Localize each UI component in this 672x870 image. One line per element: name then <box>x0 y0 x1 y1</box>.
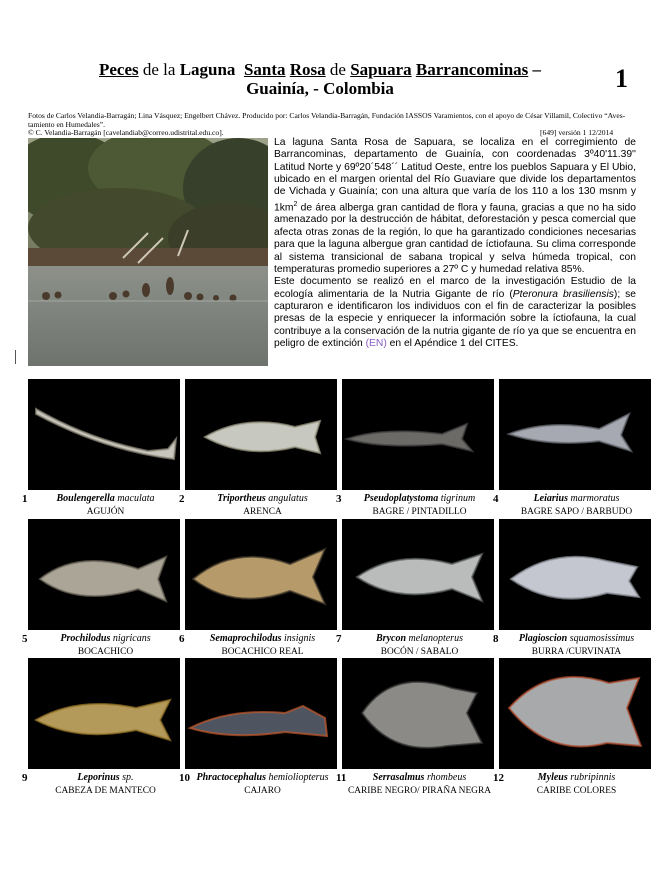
species-card <box>22 379 183 518</box>
common-name: ARENCA <box>243 507 282 517</box>
species-caption <box>336 633 497 647</box>
scientific-name <box>499 633 654 644</box>
species-card <box>493 658 654 797</box>
species-number: 6 <box>179 633 185 645</box>
genus-name: Pseudoplatystoma <box>363 493 439 504</box>
text-run: ); se capturaron e identificaron los individuos con el fin de caracterizar la posibles presas de la especie y enriquecer la información sobre la íctiofauna, la cual contribuye a la conservación de la nutria gigante de río ya que se encuentra en peligro de extinción <box>274 288 637 349</box>
scientific-name <box>342 633 497 644</box>
scientific-name <box>342 493 497 504</box>
fish-photo <box>185 519 337 630</box>
title-word: de <box>325 60 351 79</box>
species-epithet: marmoratus <box>568 493 620 504</box>
fish-photo <box>28 379 180 490</box>
genus-name: Serrasalmus <box>372 772 425 783</box>
species-caption <box>336 772 497 786</box>
species-epithet: nigricans <box>110 633 151 644</box>
genus-name: Leiarius <box>533 493 569 504</box>
fish-photo <box>185 379 337 490</box>
species-name: Pteronura brasiliensis <box>512 288 614 300</box>
species-number: 9 <box>22 772 28 784</box>
title-word: Laguna <box>179 60 236 79</box>
species-card <box>179 519 340 658</box>
title-line-1 <box>60 60 580 79</box>
fish-photo <box>342 519 494 630</box>
intro-paragraph-2 <box>274 276 636 350</box>
superscript: 2 <box>293 200 298 208</box>
species-number: 5 <box>22 633 28 645</box>
common-name: BAGRE SAPO / BARBUDO <box>520 507 633 517</box>
species-number: 4 <box>493 493 499 505</box>
title-word: de la <box>138 60 180 79</box>
common-name: CAJARO <box>244 786 281 796</box>
common-name: BURRA /CURVINATA <box>531 647 622 657</box>
species-number: 8 <box>493 633 499 645</box>
text-run: en el Apéndice 1 del CITES. <box>386 337 519 349</box>
species-caption <box>179 633 340 647</box>
genus-name: Phractocephalus <box>196 772 266 783</box>
margin-mark <box>15 350 16 364</box>
title-line-2: Guainía, - Colombia <box>246 79 394 98</box>
species-caption <box>22 493 183 507</box>
species-number: 2 <box>179 493 185 505</box>
genus-name: Myleus <box>537 772 568 783</box>
species-caption <box>336 493 497 507</box>
species-card <box>22 658 183 797</box>
species-card <box>493 379 654 518</box>
species-epithet: hemioliopterus <box>265 772 329 783</box>
species-caption <box>493 493 654 507</box>
species-number: 12 <box>493 772 504 784</box>
common-name: BOCACHICO REAL <box>221 647 304 657</box>
genus-name: Brycon <box>376 633 407 644</box>
species-caption <box>22 633 183 647</box>
fish-photo <box>28 519 180 630</box>
common-name: CARIBE NEGRO/ PIRAÑA NEGRA <box>348 786 491 796</box>
title-word: Sapuara <box>350 60 412 79</box>
title-word: Barrancominas <box>415 60 529 79</box>
scientific-name <box>499 772 654 783</box>
species-number: 11 <box>336 772 347 784</box>
genus-name: Prochilodus <box>60 633 111 644</box>
common-name: BOCÓN / SABALO <box>380 647 459 657</box>
species-card <box>336 658 497 797</box>
scientific-name <box>185 493 340 504</box>
text-run: La laguna Santa Rosa de Sapuara, se localiza en el corregimiento de Barrancominas, departamento de Guainía, con coordenadas 3º40'11.39'' Latitud Norte y 69º20´548´´ Latitud Oeste, entre los pueblos Sapuara y El Ubio, ubicado en el margen oriental del Río Guaviare que divide los departamentos de Vichada y Guainía; con una altura que varía de los 110 a los 130 msnm y 1km <box>274 137 636 214</box>
common-name: CABEZA DE MANTECO <box>55 786 156 796</box>
fish-photo <box>342 379 494 490</box>
fish-photo <box>185 658 337 769</box>
fish-photo <box>499 379 651 490</box>
species-epithet: rhombeus <box>424 772 467 783</box>
species-epithet: squamosissimus <box>567 633 635 644</box>
copyright-line: © C. Velandia-Barragán [cavelandiab@correo.udistrital.edu.co]. <box>28 128 224 137</box>
species-epithet: melanopterus <box>406 633 463 644</box>
species-caption <box>179 493 340 507</box>
genus-name: Semaprochilodus <box>209 633 282 644</box>
species-number: 3 <box>336 493 342 505</box>
genus-name: Leporinus <box>77 772 120 783</box>
intro-paragraph-1 <box>274 137 636 276</box>
lagoon-photo <box>28 138 268 366</box>
fish-photo <box>28 658 180 769</box>
text-run: Este documento se realizó en el marco de la investigación Estudio de la ecología alimentaria de la Nutria Gigante de río ( <box>274 276 636 300</box>
species-epithet: maculata <box>114 493 155 504</box>
species-card <box>336 519 497 658</box>
title-word: – <box>528 60 542 79</box>
species-number: 10 <box>179 772 190 784</box>
species-epithet: insignis <box>281 633 316 644</box>
species-epithet: rubripinnis <box>567 772 616 783</box>
scientific-name <box>185 633 340 644</box>
species-epithet: angulatus <box>265 493 308 504</box>
species-card <box>22 519 183 658</box>
species-card <box>336 379 497 518</box>
title-word: Peces <box>98 60 139 79</box>
species-card <box>179 658 340 797</box>
species-epithet: sp. <box>119 772 134 783</box>
species-number: 7 <box>336 633 342 645</box>
scientific-name <box>28 493 183 504</box>
photo-credits: Fotos de Carlos Velandia-Barragán; Lina Vásquez; Engelbert Chávez. Producido por: Carlos Velandia-Barragán, Fundación IASSOS Varamientos, con el apoyo de César Villamil, Colectivo “Aves-tamiento en Humedales”. <box>28 111 626 129</box>
common-name: AGUJÓN <box>86 507 125 517</box>
scientific-name <box>499 493 654 504</box>
page-title <box>60 60 580 98</box>
species-epithet: tigrinum <box>438 493 476 504</box>
scientific-name <box>185 772 340 783</box>
genus-name: Boulengerella <box>56 493 115 504</box>
document-info: [649] versión 1 12/2014 <box>540 128 614 137</box>
species-number: 1 <box>22 493 28 505</box>
title-word: Santa <box>243 60 286 79</box>
species-caption <box>179 772 340 786</box>
common-name: CARIBE COLORES <box>536 786 617 796</box>
species-caption <box>493 633 654 647</box>
text-run: de área alberga gran cantidad de flora y fauna, gracias a que no ha sido amenazado por la destrucción de hábitat, deforestación y pesca comercial que afecta otras zonas de la región, lo que ha garantizado condiciones necesarias para que la laguna albergue gran cantidad de íctiofauna. Su clima corresponde al sistema transicional de sabana tropical y selva húmeda tropical, con temperaturas promedio superiores a 27º C y humedad relativa 85%. <box>274 202 636 275</box>
species-caption <box>22 772 183 786</box>
fish-photo <box>499 658 651 769</box>
scientific-name <box>28 633 183 644</box>
common-name: BAGRE / PINTADILLO <box>372 507 467 517</box>
intro-text <box>274 137 636 350</box>
genus-name: Triportheus <box>217 493 266 504</box>
fish-photo <box>342 658 494 769</box>
scientific-name <box>28 772 183 783</box>
species-card <box>179 379 340 518</box>
title-word: Rosa <box>289 60 326 79</box>
status-tag: (EN) <box>365 337 387 349</box>
genus-name: Plagioscion <box>518 633 568 644</box>
common-name: BOCACHICO <box>77 647 134 657</box>
page-number: 1 <box>615 64 628 93</box>
scientific-name <box>342 772 497 783</box>
species-caption <box>493 772 654 786</box>
fish-photo <box>499 519 651 630</box>
species-card <box>493 519 654 658</box>
